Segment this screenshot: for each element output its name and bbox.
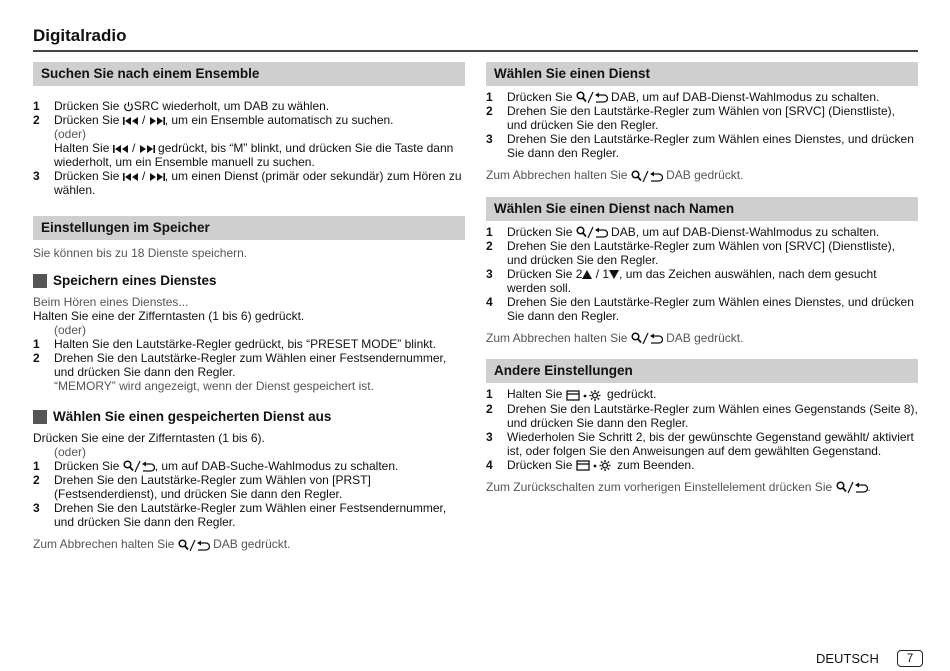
oder-label: (oder) — [54, 445, 87, 459]
title-divider — [33, 50, 918, 52]
step-4: 4 Drücken Sie zum Beenden. — [486, 457, 695, 472]
step-2-alt: Halten Sie / gedrückt, bis “M” blinkt, und drücken Sie die Taste dann wiederholt, um ein Ensemble manuell zu suchen. — [54, 141, 454, 169]
cancel-note: Zum Abbrechen halten Sie DAB gedrückt. — [486, 168, 744, 183]
footer-language: DEUTSCH — [816, 651, 879, 666]
section-heading-dienst: Wählen Sie einen Dienst — [486, 62, 918, 86]
step-2: 2 Drehen Sie den Lautstärke-Regler zum Wählen eines Gegenstands (Seite 8), und drücken Sie dann den Regler. — [486, 401, 918, 430]
skip-back-icon — [113, 144, 129, 154]
instruction-line: Drücken Sie eine der Zifferntasten (1 bis 6). — [33, 431, 265, 445]
memory-displayed-note: “MEMORY” wird angezeigt, wenn der Dienst gespeichert ist. — [54, 379, 374, 393]
oder-label: (oder) — [54, 127, 87, 141]
square-bullet-icon — [33, 274, 47, 288]
section-heading-dienst-namen: Wählen Sie einen Dienst nach Namen — [486, 197, 918, 221]
oder-label: (oder) — [54, 323, 87, 337]
square-bullet-icon — [33, 410, 47, 424]
cancel-note: Zum Abbrechen halten Sie DAB gedrückt. — [33, 537, 291, 552]
search-back-icon — [631, 170, 663, 183]
power-icon — [123, 101, 134, 112]
search-back-icon — [123, 460, 155, 473]
subheading-gespeicherten-dienst: Wählen Sie einen gespeicherten Dienst aus — [33, 409, 465, 424]
left-column — [33, 62, 465, 552]
search-back-icon — [576, 91, 608, 104]
skip-forward-icon — [139, 144, 155, 154]
step-1: 1 Drücken Sie DAB, um auf DAB-Dienst-Wahlmodus zu schalten. — [486, 90, 880, 104]
subheading-speichern: Speichern eines Dienstes — [33, 273, 465, 288]
menu-settings-icon — [566, 389, 604, 402]
step-3: 3 Drehen Sie den Lautstärke-Regler zum Wählen einer Festsendernummer, und drücken Sie dann den Regler. — [33, 501, 447, 530]
step-4: 4 Drehen Sie den Lautstärke-Regler zum Wählen eines Dienstes, und drücken Sie dann den Regler. — [486, 294, 914, 323]
down-arrow-icon — [609, 270, 619, 279]
step-1: 1 Halten Sie den Lautstärke-Regler gedrückt, bis “PRESET MODE” blinkt. — [33, 337, 436, 351]
section-heading-andere-einstellungen: Andere Einstellungen — [486, 359, 918, 383]
intro-text: Beim Hören eines Dienstes... — [33, 295, 189, 309]
search-back-icon — [631, 332, 663, 345]
search-back-icon — [178, 539, 210, 552]
step-1: 1 Drücken Sie DAB, um auf DAB-Dienst-Wahlmodus zu schalten. — [486, 224, 880, 239]
instruction-line: Halten Sie eine der Zifferntasten (1 bis 6) gedrückt. — [33, 309, 305, 323]
page-number: 7 — [897, 650, 923, 667]
step-3: 3 Wiederholen Sie Schritt 2, bis der gewünschte Gegenstand gewählt/ aktiviert ist, oder folgen Sie den Anweisungen auf dem gewählten Gegenstand. — [486, 429, 914, 458]
step-1: 1 Drücken Sie , um auf DAB-Suche-Wahlmodus zu schalten. — [33, 459, 399, 473]
step-2: 2 Drehen Sie den Lautstärke-Regler zum Wählen von [SRVC] (Dienstliste), und drücken Sie den Regler. — [486, 238, 895, 267]
back-note: Zum Zurückschalten zum vorherigen Einstellelement drücken Sie . — [486, 479, 871, 494]
step-2: 2 Drehen Sie den Lautstärke-Regler zum Wählen von [SRVC] (Dienstliste), und drücken Sie den Regler. — [486, 104, 895, 133]
step-2: 2 Drehen Sie den Lautstärke-Regler zum Wählen einer Festsendernummer, und drücken Sie dann den Regler. — [33, 351, 447, 379]
skip-back-icon — [123, 116, 139, 126]
cancel-note: Zum Abbrechen halten Sie DAB gedrückt. — [486, 330, 744, 345]
section-heading-suchen-ensemble: Suchen Sie nach einem Ensemble — [33, 62, 465, 86]
search-back-icon — [836, 481, 868, 494]
step-2: 2 Drücken Sie / , um ein Ensemble automatisch zu suchen. — [33, 113, 394, 127]
step-3: 3 Drücken Sie / , um einen Dienst (primär oder sekundär) zum Hören zu wählen. — [33, 169, 462, 197]
skip-back-icon — [123, 172, 139, 182]
right-column — [486, 62, 918, 494]
section-heading-speicher: Einstellungen im Speicher — [33, 216, 465, 240]
memory-note: Sie können bis zu 18 Dienste speichern. — [33, 246, 248, 260]
page-title: Digitalradio — [33, 26, 127, 45]
step-1: 1 Halten Sie gedrückt. — [486, 387, 657, 402]
skip-forward-icon — [149, 116, 165, 126]
skip-forward-icon — [149, 172, 165, 182]
search-back-icon — [576, 226, 608, 239]
step-3: 3 Drehen Sie den Lautstärke-Regler zum Wählen eines Dienstes, und drücken Sie dann den Regler. — [486, 132, 914, 161]
menu-settings-icon — [576, 459, 614, 472]
step-2: 2 Drehen Sie den Lautstärke-Regler zum Wählen von [PRST] (Festsenderdienst), und drücken Sie dann den Regler. — [33, 473, 371, 502]
up-arrow-icon — [582, 270, 592, 279]
step-1: 1 Drücken Sie SRC wiederholt, um DAB zu wählen. — [33, 99, 330, 113]
step-3: 3 Drücken Sie 2 / 1 , um das Zeichen auswählen, nach dem gesucht werden soll. — [486, 266, 877, 295]
